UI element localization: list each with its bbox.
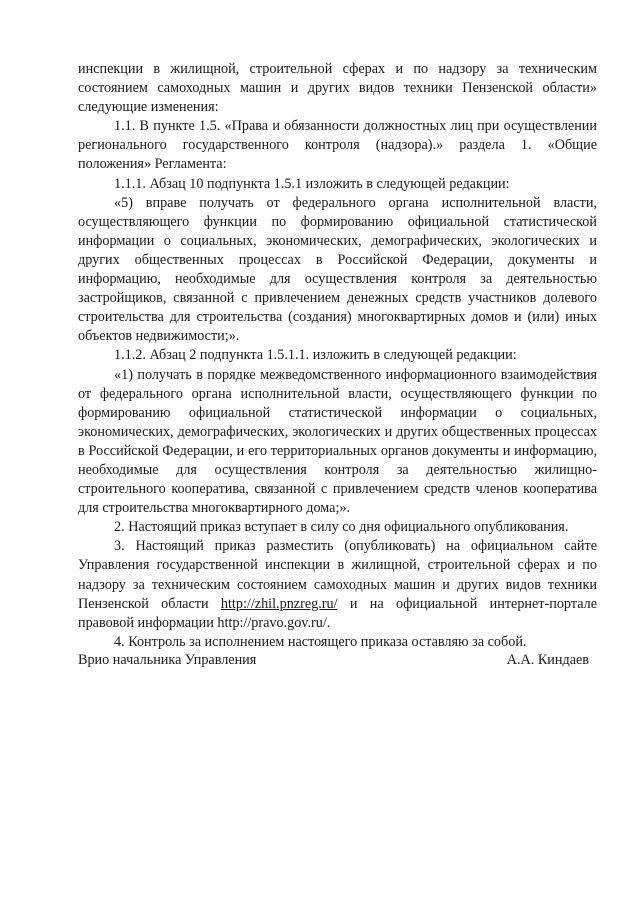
paragraph-3 xyxy=(78,537,597,632)
paragraph-1-1-2: 1.1.2. Абзац 2 подпункта 1.5.1.1. изложить в следующей редакции: xyxy=(114,347,517,364)
paragraph-2: 2. Настоящий приказ вступает в силу со дня официального опубликования. xyxy=(114,519,569,536)
paragraph-1-1: 1.1. В пункте 1.5. «Права и обязанности должностных лиц при осуществлении регионального государственного контроля (надзора).» раздела 1. «Общие положения» Регламента: xyxy=(78,118,597,173)
signature-name: А.А. Киндаев xyxy=(506,652,589,668)
paragraph-intro: инспекции в жилищной, строительной сферах и по надзору за техническим состоянием самоходных машин и других видов техники Пензенской области» следующие изменения: xyxy=(78,61,597,116)
paragraph-3-text-before: 3. Настоящий приказ разместить (опубликовать) на официальном сайте Управления государственной инспекции в жилищной, строительной сферах и по надзору за техническим состоянием самоходных машин и других видов техники Пензенской области xyxy=(78,538,597,612)
paragraph-4: 4. Контроль за исполнением настоящего приказа оставляю за собой. xyxy=(114,633,527,650)
site-link[interactable]: http://zhil.pnzreg.ru/ xyxy=(220,595,338,612)
paragraph-quote-1: «1) получать в порядке межведомственного информационного взаимодействия от федерального органа исполнительной власти, осуществляющего функции по формированию официальной статистической информации о социальных, экономических, демографических, экологических и других общественных процессах в Российской Федерации, и его территориальных органов документы и информацию, необходимые для осуществления контроля за деятельностью жилищно-строительного кооператива, связанной с привлечением средств членов кооператива для строительства многоквартирного дома;». xyxy=(78,366,597,517)
paragraph-3-text-after: и на официальной интернет-портале правовой информации http://pravo.gov.ru/. xyxy=(78,595,598,631)
paragraph-quote-5: «5) вправе получать от федерального органа исполнительной власти, осуществляющего функции по формированию официальной статистической информации о социальных, экономических, демографических, экологических и других общественных процессах в Российской Федерации, документы и информацию, необходимые для осуществления контроля за деятельностью застройщиков, связанной с привлечением денежных средств участников долевого строительства для строительства (создания) многоквартирных домов и (или) иных объектов недвижимости;». xyxy=(78,194,597,345)
document-body xyxy=(78,60,597,652)
signature-block xyxy=(78,651,597,670)
paragraph-1-1-1: 1.1.1. Абзац 10 подпункта 1.5.1 изложить в следующей редакции: xyxy=(114,175,510,192)
signature-position: Врио начальника Управления xyxy=(78,652,257,668)
